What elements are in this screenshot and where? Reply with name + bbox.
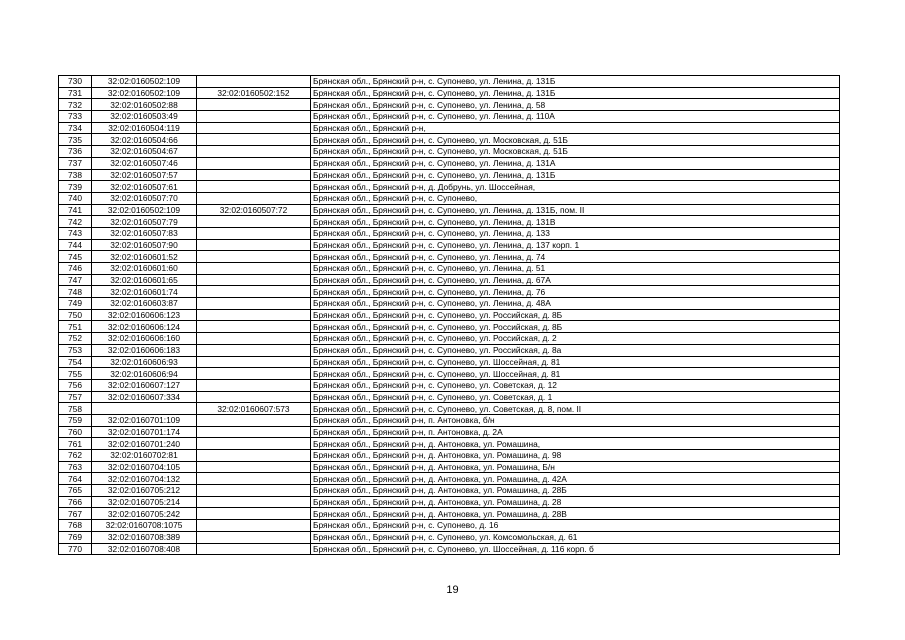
parent-cadastral-number-cell [197,496,311,508]
row-number-cell: 743 [59,227,92,239]
table-row [59,520,840,532]
parent-cadastral-number-cell [197,122,311,134]
parent-cadastral-number-cell [197,368,311,380]
table-row [59,216,840,228]
row-number-cell: 764 [59,473,92,485]
parent-cadastral-number-cell [197,426,311,438]
address-cell: Брянская обл., Брянский р-н, д. Антоновка, ул. Ромашина, д. 42А [311,473,840,485]
row-number-cell: 740 [59,192,92,204]
address-cell: Брянская обл., Брянский р-н, с. Супонево, ул. Советская, д. 1 [311,391,840,403]
row-number-cell: 731 [59,87,92,99]
cadastral-number-cell: 32:02:0160708:408 [92,543,197,555]
address-cell: Брянская обл., Брянский р-н, д. Антоновка, ул. Ромашина, д. 28 [311,496,840,508]
address-cell: Брянская обл., Брянский р-н, д. Антоновка, ул. Ромашина, д. 28Б [311,485,840,497]
table-row [59,508,840,520]
row-number-cell: 737 [59,157,92,169]
parent-cadastral-number-cell [197,169,311,181]
table-row [59,192,840,204]
table-row [59,531,840,543]
cadastral-number-cell: 32:02:0160708:1075 [92,520,197,532]
parent-cadastral-number-cell [197,344,311,356]
table-row [59,368,840,380]
table-row [59,274,840,286]
address-cell: Брянская обл., Брянский р-н, с. Супонево, ул. Шоссейная, д. 81 [311,356,840,368]
parent-cadastral-number-cell [197,134,311,146]
cadastral-number-cell: 32:02:0160507:70 [92,192,197,204]
cadastral-number-cell: 32:02:0160701:109 [92,414,197,426]
parent-cadastral-number-cell [197,508,311,520]
table-row [59,473,840,485]
table-row [59,298,840,310]
parent-cadastral-number-cell [197,181,311,193]
address-cell: Брянская обл., Брянский р-н, с. Супонево, ул. Российская, д. 8Б [311,321,840,333]
row-number-cell: 760 [59,426,92,438]
address-cell: Брянская обл., Брянский р-н, д. Добрунь, ул. Шоссейная, [311,181,840,193]
table-row [59,87,840,99]
cadastral-number-cell: 32:02:0160601:52 [92,251,197,263]
table-row [59,403,840,415]
row-number-cell: 762 [59,450,92,462]
table-row [59,333,840,345]
parent-cadastral-number-cell [197,520,311,532]
address-cell: Брянская обл., Брянский р-н, с. Супонево, ул. Ленина, д. 110А [311,111,840,123]
cadastral-number-cell: 32:02:0160502:109 [92,76,197,88]
cadastral-number-cell: 32:02:0160507:61 [92,181,197,193]
address-cell: Брянская обл., Брянский р-н, с. Супонево, ул. Ленина, д. 48А [311,298,840,310]
cadastral-number-cell: 32:02:0160607:127 [92,379,197,391]
cadastral-number-cell: 32:02:0160504:119 [92,122,197,134]
table-row [59,356,840,368]
table-row [59,239,840,251]
table-row [59,134,840,146]
address-cell: Брянская обл., Брянский р-н, с. Супонево, ул. Российская, д. 8Б [311,309,840,321]
page-number: 19 [446,584,459,596]
cadastral-number-cell: 32:02:0160502:109 [92,204,197,216]
address-cell: Брянская обл., Брянский р-н, с. Супонево, ул. Ленина, д. 67А [311,274,840,286]
table-row [59,99,840,111]
cadastral-number-cell: 32:02:0160601:74 [92,286,197,298]
row-number-cell: 745 [59,251,92,263]
parent-cadastral-number-cell [197,298,311,310]
table-row [59,450,840,462]
row-number-cell: 756 [59,379,92,391]
table-row [59,263,840,275]
parent-cadastral-number-cell [197,251,311,263]
parent-cadastral-number-cell [197,192,311,204]
cadastral-number-cell: 32:02:0160504:66 [92,134,197,146]
row-number-cell: 766 [59,496,92,508]
address-cell: Брянская обл., Брянский р-н, с. Супонево, ул. Ленина, д. 137 корп. 1 [311,239,840,251]
parent-cadastral-number-cell [197,157,311,169]
address-cell: Брянская обл., Брянский р-н, с. Супонево, ул. Московская, д. 51Б [311,146,840,158]
cadastral-number-cell: 32:02:0160502:109 [92,87,197,99]
row-number-cell: 759 [59,414,92,426]
row-number-cell: 742 [59,216,92,228]
cadastral-number-cell: 32:02:0160705:242 [92,508,197,520]
address-cell: Брянская обл., Брянский р-н, с. Супонево, ул. Ленина, д. 58 [311,99,840,111]
cadastral-number-cell: 32:02:0160606:123 [92,309,197,321]
parent-cadastral-number-cell [197,450,311,462]
address-cell: Брянская обл., Брянский р-н, с. Супонево, ул. Комсомольская, д. 61 [311,531,840,543]
address-cell: Брянская обл., Брянский р-н, [311,122,840,134]
parent-cadastral-number-cell [197,485,311,497]
row-number-cell: 752 [59,333,92,345]
parent-cadastral-number-cell [197,227,311,239]
address-cell: Брянская обл., Брянский р-н, д. Антоновка, ул. Ромашина, Б/н [311,461,840,473]
table-row [59,157,840,169]
address-cell: Брянская обл., Брянский р-н, д. Антоновка, ул. Ромашина, [311,438,840,450]
row-number-cell: 747 [59,274,92,286]
parent-cadastral-number-cell [197,309,311,321]
table-row [59,438,840,450]
address-cell: Брянская обл., Брянский р-н, с. Супонево, д. 16 [311,520,840,532]
cadastral-number-cell: 32:02:0160503:49 [92,111,197,123]
table-row [59,391,840,403]
cadastral-number-cell: 32:02:0160507:46 [92,157,197,169]
row-number-cell: 769 [59,531,92,543]
cadastral-number-cell: 32:02:0160701:174 [92,426,197,438]
row-number-cell: 765 [59,485,92,497]
table-row [59,227,840,239]
parent-cadastral-number-cell [197,76,311,88]
address-cell: Брянская обл., Брянский р-н, с. Супонево, ул. Российская, д. 8а [311,344,840,356]
cadastral-number-cell: 32:02:0160507:57 [92,169,197,181]
cadastral-number-cell: 32:02:0160606:160 [92,333,197,345]
row-number-cell: 746 [59,263,92,275]
row-number-cell: 741 [59,204,92,216]
cadastral-number-cell: 32:02:0160702:81 [92,450,197,462]
parent-cadastral-number-cell [197,356,311,368]
table-row [59,496,840,508]
cadastral-registry-table [58,75,840,555]
table-row [59,169,840,181]
table-row [59,111,840,123]
table-row [59,321,840,333]
table-row [59,379,840,391]
table-row [59,461,840,473]
parent-cadastral-number-cell [197,146,311,158]
row-number-cell: 751 [59,321,92,333]
parent-cadastral-number-cell [197,543,311,555]
cadastral-number-cell: 32:02:0160704:132 [92,473,197,485]
row-number-cell: 735 [59,134,92,146]
cadastral-number-cell: 32:02:0160704:105 [92,461,197,473]
address-cell: Брянская обл., Брянский р-н, с. Супонево, ул. Ленина, д. 131Б, пом. II [311,204,840,216]
parent-cadastral-number-cell: 32:02:0160502:152 [197,87,311,99]
table-row [59,204,840,216]
address-cell: Брянская обл., Брянский р-н, д. Антоновка, ул. Ромашина, д. 98 [311,450,840,462]
row-number-cell: 738 [59,169,92,181]
address-cell: Брянская обл., Брянский р-н, с. Супонево, ул. Ленина, д. 131А [311,157,840,169]
row-number-cell: 757 [59,391,92,403]
table-row [59,485,840,497]
address-cell: Брянская обл., Брянский р-н, с. Супонево, ул. Ленина, д. 131Б [311,76,840,88]
row-number-cell: 732 [59,99,92,111]
parent-cadastral-number-cell [197,99,311,111]
parent-cadastral-number-cell [197,379,311,391]
address-cell: Брянская обл., Брянский р-н, с. Супонево, ул. Ленина, д. 51 [311,263,840,275]
row-number-cell: 761 [59,438,92,450]
address-cell: Брянская обл., Брянский р-н, с. Супонево, ул. Ленина, д. 74 [311,251,840,263]
cadastral-number-cell: 32:02:0160705:214 [92,496,197,508]
row-number-cell: 755 [59,368,92,380]
table-row [59,146,840,158]
cadastral-number-cell: 32:02:0160601:65 [92,274,197,286]
cadastral-number-cell: 32:02:0160507:90 [92,239,197,251]
parent-cadastral-number-cell [197,286,311,298]
parent-cadastral-number-cell [197,414,311,426]
registry-table-body [59,76,840,555]
parent-cadastral-number-cell [197,473,311,485]
cadastral-number-cell: 32:02:0160504:67 [92,146,197,158]
address-cell: Брянская обл., Брянский р-н, д. Антоновка, ул. Ромашина, д. 28В [311,508,840,520]
table-row [59,286,840,298]
parent-cadastral-number-cell [197,216,311,228]
table-row [59,426,840,438]
table-row [59,251,840,263]
cadastral-number-cell: 32:02:0160507:79 [92,216,197,228]
parent-cadastral-number-cell [197,239,311,251]
parent-cadastral-number-cell [197,321,311,333]
row-number-cell: 754 [59,356,92,368]
parent-cadastral-number-cell [197,438,311,450]
parent-cadastral-number-cell [197,263,311,275]
cadastral-number-cell: 32:02:0160607:334 [92,391,197,403]
row-number-cell: 739 [59,181,92,193]
row-number-cell: 749 [59,298,92,310]
cadastral-number-cell: 32:02:0160606:93 [92,356,197,368]
row-number-cell: 770 [59,543,92,555]
table-row [59,543,840,555]
row-number-cell: 768 [59,520,92,532]
table-row [59,414,840,426]
address-cell: Брянская обл., Брянский р-н, с. Супонево, ул. Шоссейная, д. 116 корп. б [311,543,840,555]
parent-cadastral-number-cell: 32:02:0160507:72 [197,204,311,216]
address-cell: Брянская обл., Брянский р-н, с. Супонево, ул. Советская, д. 8, пом. II [311,403,840,415]
table-row [59,344,840,356]
parent-cadastral-number-cell [197,111,311,123]
parent-cadastral-number-cell [197,461,311,473]
parent-cadastral-number-cell [197,274,311,286]
address-cell: Брянская обл., Брянский р-н, с. Супонево, ул. Ленина, д. 131Б [311,87,840,99]
parent-cadastral-number-cell [197,333,311,345]
table-row [59,181,840,193]
table-row [59,76,840,88]
address-cell: Брянская обл., Брянский р-н, п. Антоновка, б/н [311,414,840,426]
parent-cadastral-number-cell [197,391,311,403]
address-cell: Брянская обл., Брянский р-н, с. Супонево, ул. Ленина, д. 131Б [311,169,840,181]
address-cell: Брянская обл., Брянский р-н, с. Супонево, ул. Советская, д. 12 [311,379,840,391]
cadastral-number-cell [92,403,197,415]
cadastral-number-cell: 32:02:0160606:94 [92,368,197,380]
cadastral-number-cell: 32:02:0160502:88 [92,99,197,111]
address-cell: Брянская обл., Брянский р-н, с. Супонево, ул. Российская, д. 2 [311,333,840,345]
row-number-cell: 758 [59,403,92,415]
row-number-cell: 744 [59,239,92,251]
address-cell: Брянская обл., Брянский р-н, с. Супонево, [311,192,840,204]
cadastral-number-cell: 32:02:0160601:60 [92,263,197,275]
row-number-cell: 730 [59,76,92,88]
cadastral-number-cell: 32:02:0160708:389 [92,531,197,543]
address-cell: Брянская обл., Брянский р-н, с. Супонево, ул. Ленина, д. 131В [311,216,840,228]
parent-cadastral-number-cell: 32:02:0160607:573 [197,403,311,415]
address-cell: Брянская обл., Брянский р-н, с. Супонево, ул. Шоссейная, д. 81 [311,368,840,380]
row-number-cell: 734 [59,122,92,134]
parent-cadastral-number-cell [197,531,311,543]
address-cell: Брянская обл., Брянский р-н, с. Супонево, ул. Ленина, д. 76 [311,286,840,298]
row-number-cell: 763 [59,461,92,473]
cadastral-number-cell: 32:02:0160606:124 [92,321,197,333]
cadastral-number-cell: 32:02:0160606:183 [92,344,197,356]
row-number-cell: 767 [59,508,92,520]
cadastral-number-cell: 32:02:0160507:83 [92,227,197,239]
row-number-cell: 750 [59,309,92,321]
cadastral-number-cell: 32:02:0160705:212 [92,485,197,497]
address-cell: Брянская обл., Брянский р-н, с. Супонево, ул. Ленина, д. 133 [311,227,840,239]
row-number-cell: 733 [59,111,92,123]
row-number-cell: 748 [59,286,92,298]
row-number-cell: 753 [59,344,92,356]
cadastral-number-cell: 32:02:0160603:87 [92,298,197,310]
table-row [59,309,840,321]
table-row [59,122,840,134]
row-number-cell: 736 [59,146,92,158]
address-cell: Брянская обл., Брянский р-н, с. Супонево, ул. Московская, д. 51Б [311,134,840,146]
address-cell: Брянская обл., Брянский р-н, п. Антоновка, д. 2А [311,426,840,438]
cadastral-number-cell: 32:02:0160701:240 [92,438,197,450]
